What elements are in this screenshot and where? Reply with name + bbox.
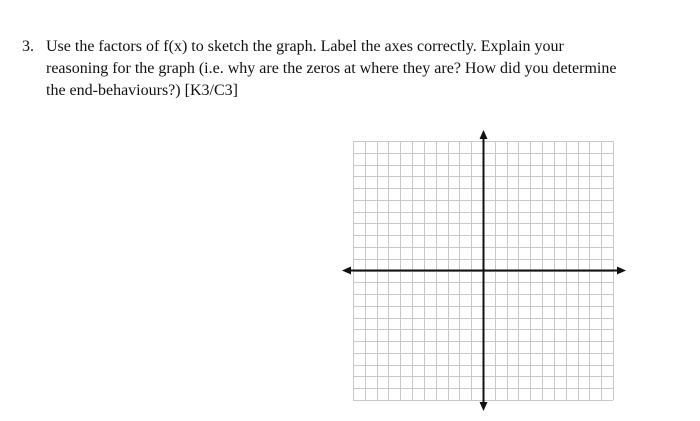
question-line-2: reasoning for the graph (i.e. why are the zeros at where they are? How did you determine bbox=[46, 60, 617, 77]
question-line-1: Use the factors of f(x) to sketch the graph. Label the axes correctly. Explain your bbox=[46, 38, 564, 55]
x-axis-left-arrow-icon bbox=[342, 267, 351, 275]
axes bbox=[342, 130, 626, 411]
question-number: 3. bbox=[22, 38, 34, 55]
question-text bbox=[46, 36, 656, 102]
blank-coordinate-grid[interactable] bbox=[340, 128, 630, 413]
y-axis-up-arrow-icon bbox=[480, 130, 488, 139]
x-axis-right-arrow-icon bbox=[617, 267, 626, 275]
y-axis-down-arrow-icon bbox=[480, 402, 488, 411]
question-line-3: the end-behaviours?) [K3/C3] bbox=[46, 82, 238, 99]
